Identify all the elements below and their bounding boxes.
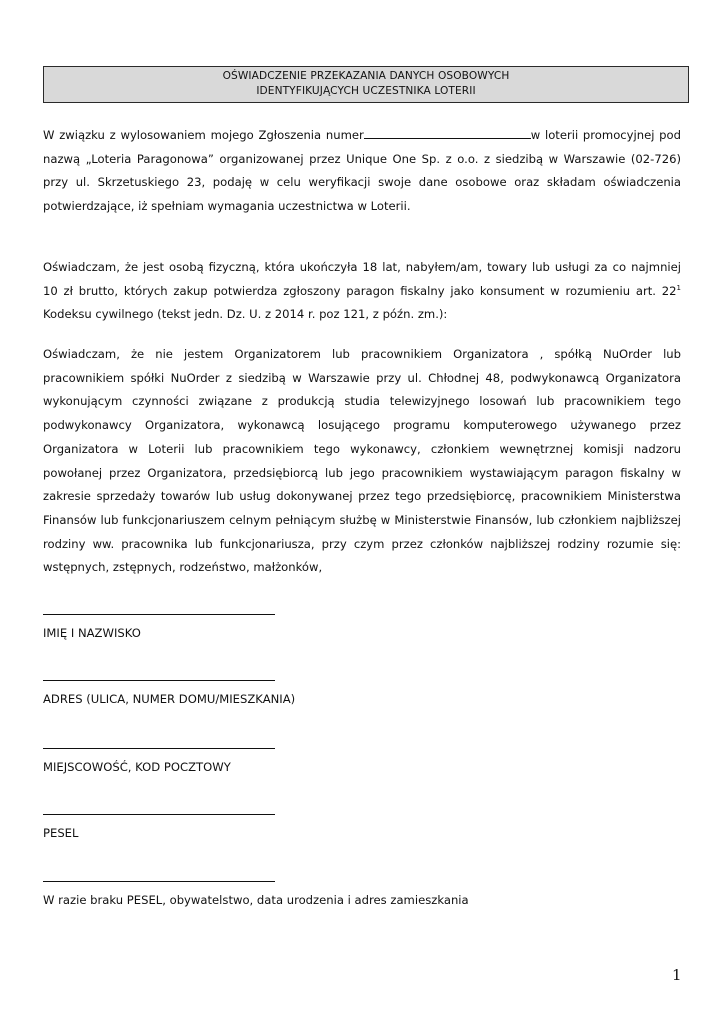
paragraph-1-line-1-start: W związku z wylosowaniem mojego Zgłoszenia numer xyxy=(43,128,364,142)
paragraph-3-line-4: podwykonawcy Organizatora, wykonawcą losującego programu komputerowego używanego przez xyxy=(43,418,681,433)
pesel-field[interactable] xyxy=(43,814,275,815)
city-postal-code-label: MIEJSCOWOŚĆ, KOD POCZTOWY xyxy=(43,760,231,774)
paragraph-3-line-1: Oświadczam, że nie jestem Organizatorem lub pracownikiem Organizatora , spółką NuOrder lub xyxy=(43,347,681,361)
full-name-field[interactable] xyxy=(43,614,275,615)
paragraph-2-line-3: Kodeksu cywilnego (tekst jedn. Dz. U. z 2014 r. poz 121, z późn. zm.): xyxy=(43,307,448,322)
paragraph-3-line-3: wykonującym czynności związane z produkcją studia telewizyjnego losowań lub pracownikiem tego xyxy=(43,394,681,409)
paragraph-3-line-6: powołanej przez Organizatora, przedsiębiorcą lub jego pracownikiem wystawiającym paragon fiskalny w xyxy=(43,465,681,480)
document-title-line-2: IDENTYFIKUJĄCYCH UCZESTNIKA LOTERII xyxy=(256,85,476,97)
paragraph-3-line-8: Finansów lub funkcjonariuszem celnym pełniącym służbę w Ministerstwie Finansów, lub członkiem najbliższej xyxy=(43,512,681,527)
paragraph-1-line-1 xyxy=(43,124,681,148)
paragraph-1-line-2: nazwą „Loteria Paragonowa” organizowanej przez Unique One Sp. z o.o. z siedzibą w Warszawie (02-726) xyxy=(43,151,681,166)
paragraph-1-line-1-end: w loterii promocyjnej pod xyxy=(530,128,681,142)
paragraph-3-line-10: wstępnych, zstępnych, rodzeństwo, małżonków, xyxy=(43,560,323,575)
article-superscript: 1 xyxy=(676,283,681,292)
paragraph-1-line-4: potwierdzające, iż spełniam wymagania uczestnictwa w Loterii. xyxy=(43,199,411,214)
pesel-label: PESEL xyxy=(43,826,79,840)
no-pesel-details-label: W razie braku PESEL, obywatelstwo, data urodzenia i adres zamieszkania xyxy=(43,893,469,907)
address-label: ADRES (ULICA, NUMER DOMU/MIESZKANIA) xyxy=(43,692,296,706)
submission-number-field[interactable] xyxy=(364,127,531,139)
paragraph-2-line-2 xyxy=(43,280,681,304)
document-title-box xyxy=(43,66,689,103)
paragraph-3-line-7: zakresie sprzedaży towarów lub usług dokonywanej przez tego przedsiębiorcę, pracownikiem Ministerstwa xyxy=(43,489,681,504)
paragraph-1-line-3: przy ul. Skrzetuskiego 23, podaję w celu weryfikacji swoje dane osobowe oraz składam oświadczenia xyxy=(43,175,681,190)
paragraph-2-line-1: Oświadczam, że jest osobą fizyczną, która ukończyła 18 lat, nabyłem/am, towary lub usługi za co najmniej xyxy=(43,260,681,274)
paragraph-3-line-9: rodziny ww. pracownika lub funkcjonariusza, przy czym przez członków najbliższej rodziny rozumie się: xyxy=(43,536,681,551)
paragraph-winning-notice xyxy=(43,124,681,219)
paragraph-3-line-5: Organizatora w Loterii lub pracownikiem tego wykonawcy, członkiem wewnętrznej komisji nadzoru xyxy=(43,441,681,456)
paragraph-3-line-2: pracownikiem spółki NuOrder z siedzibą w Warszawie przy ul. Chłodnej 48, podwykonawcą Organizatora xyxy=(43,370,681,385)
no-pesel-details-field[interactable] xyxy=(43,881,275,882)
address-field[interactable] xyxy=(43,680,275,681)
paragraph-not-organizer-declaration xyxy=(43,343,681,580)
paragraph-adult-consumer-declaration xyxy=(43,256,681,327)
paragraph-2-line-2-text: 10 zł brutto, których zakup potwierdza zgłoszony paragon fiskalny jako konsument w rozumieniu art. 22 xyxy=(43,283,677,298)
document-title-line-1: OŚWIADCZENIE PRZEKAZANIA DANYCH OSOBOWYCH xyxy=(222,70,510,82)
city-postal-code-field[interactable] xyxy=(43,748,275,749)
page-number: 1 xyxy=(672,966,682,984)
full-name-label: IMIĘ I NAZWISKO xyxy=(43,626,141,640)
